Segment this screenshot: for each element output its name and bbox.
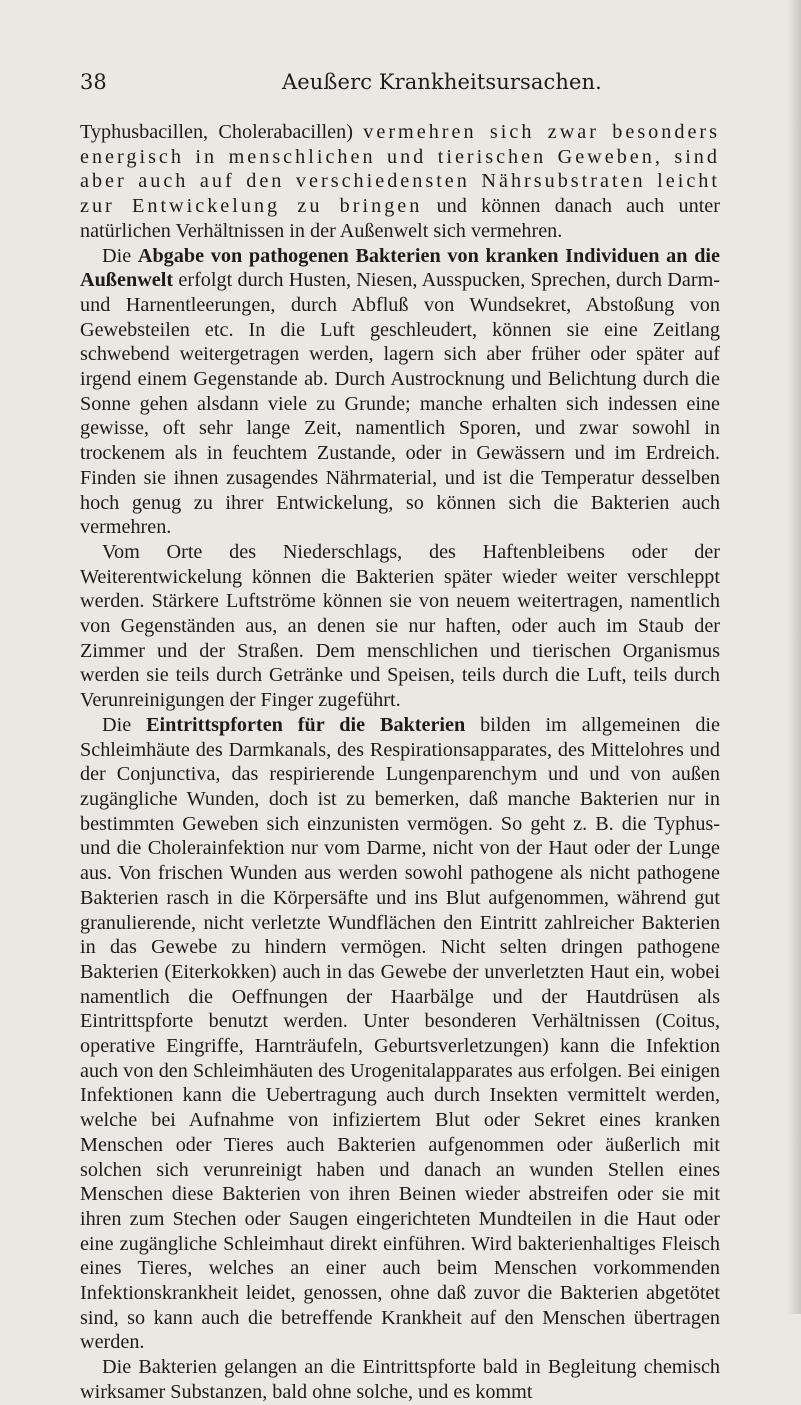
paragraph-2-lead: Die <box>102 244 138 267</box>
page-header <box>80 70 720 100</box>
paragraph-4-bold-heading: Eintrittspforten für die Bakterien <box>146 713 466 736</box>
paragraph-2-tail: erfolgt durch Husten, Niesen, Ausspucken, Sprechen, durch Darm- und Harnentleerungen, durch Abfluß von Wundsekret, Abstoßung von Gewebsteilen etc. In die Luft geschleudert, können sie eine Zeitlang schwebend weitergetragen werden, lagern sich aber früher oder später auf irgend einem Gegenstande ab. Durch Austrocknung und Belichtung durch die Sonne gehen alsdann viele zu Grunde; manche erhalten sich indessen eine gewisse, oft sehr lange Zeit, namentlich Sporen, und zwar sowohl in trockenem als in feuchtem Zustande, oder in Gewässern und im Erdreich. Finden sie ihnen zusagendes Nährmaterial, und ist die Temperatur desselben hoch genug zu ihrer Entwickelung, so können sich die Bakterien auch vermehren. <box>80 269 720 539</box>
paragraph-1-lead: Typhusbacillen, Cholerabacillen) <box>80 121 364 143</box>
body-text <box>80 120 720 1405</box>
paragraph-3 <box>80 540 720 713</box>
paragraph-4-lead: Die <box>102 713 147 736</box>
paragraph-2-bold-heading: Abgabe von pathogenen Bakterien von kranken Individuen an die Außenwelt <box>80 244 720 292</box>
paragraph-5 <box>80 1355 720 1404</box>
paragraph-3-text: Vom Orte des Niederschlags, des Haftenbleibens oder der Weiterentwickelung können die Bakterien später wieder weiter verschleppt werden. Stärkere Luftströme können sie von neuem weitertragen, namentlich von Gegenständen aus, an denen sie nur haften, oder auch im Staub der Zimmer und der Straßen. Dem menschlichen und tierischen Organismus werden sie teils durch Getränke und Speisen, teils durch die Luft, teils durch Verunreinigungen der Finger zugeführt. <box>80 540 720 712</box>
paragraph-1-spaced-emphasis: vermehren sich zwar besonders energisch in menschlichen und tierischen Geweben, sind aber auch auf den verschiedensten Nährsubstraten leicht zur Entwickelung zu bringen <box>80 121 721 218</box>
running-title: Aeußerc Krankheitsursachen. <box>282 70 602 94</box>
page-edge-shadow <box>787 0 801 1314</box>
paragraph-4 <box>80 713 720 1355</box>
paragraph-2 <box>80 244 720 540</box>
paragraph-4-tail: bilden im allgemeinen die Schleimhäute des Darmkanals, des Respirationsapparates, des Mittelohres und der Conjunctiva, das respirierende Lungenparenchym und und von außen zugängliche Wunden, doch ist zu bemerken, daß manche Bakterien nur in bestimmten Geweben sich einzunisten vermögen. So geht z. B. die Typhus- und die Cholerainfektion nur vom Darme, nicht von der Haut oder der Lunge aus. Von frischen Wunden aus werden sowohl pathogene als nicht pathogene Bakterien rasch in die Körpersäfte und ins Blut aufgenommen, während gut granulierende, nicht verletzte Wundflächen den Eintritt zahlreicher Bakterien in das Gewebe zu hindern vermögen. Nicht selten dringen pathogene Bakterien (Eiterkokken) auch in das Gewebe der unverletzten Haut ein, wobei namentlich die Oeffnungen der Haarbälge und der Hautdrüsen als Eintrittspforte benutzt werden. Unter besonderen Verhältnissen (Coitus, operative Eingriffe, Harnträufeln, Geburtsverletzungen) kann die Infektion auch von den Schleimhäuten des Urogenitalapparates aus erfolgen. Bei einigen Infektionen kann die Uebertragung auch durch Insekten vermittelt werden, welche bei Aufnahme von infiziertem Blut oder Sekret eines kranken Menschen oder Tieres auch Bakterien aufgenommen oder äußerlich mit solchen sich verunreinigt haben und danach an wunden Stellen eines Menschen diese Bakterien von ihren Beinen wieder abstreifen oder sie mit ihren zum Stechen oder Saugen eingerichteten Mundteilen in die Haut oder eine zugängliche Schleimhaut direkt einführen. Wird bakterienhaltiges Fleisch eines Tieres, welches an einer auch beim Menschen vorkommenden Infektionskrankheit leidet, genossen, ohne daß zuvor die Bakterien abgetötet sind, so kann auch die betreffende Krankheit auf den Menschen übertragen werden. <box>80 713 720 1354</box>
paragraph-1-tail: und können danach auch unter natürlichen Verhältnissen in der Außenwelt sich vermehren. <box>80 195 720 242</box>
paragraph-1 <box>80 120 720 244</box>
page-number: 38 <box>80 70 107 94</box>
paragraph-5-text: Die Bakterien gelangen an die Eintrittspforte bald in Begleitung chemisch wirksamer Substanzen, bald ohne solche, und es kommt <box>80 1356 720 1403</box>
